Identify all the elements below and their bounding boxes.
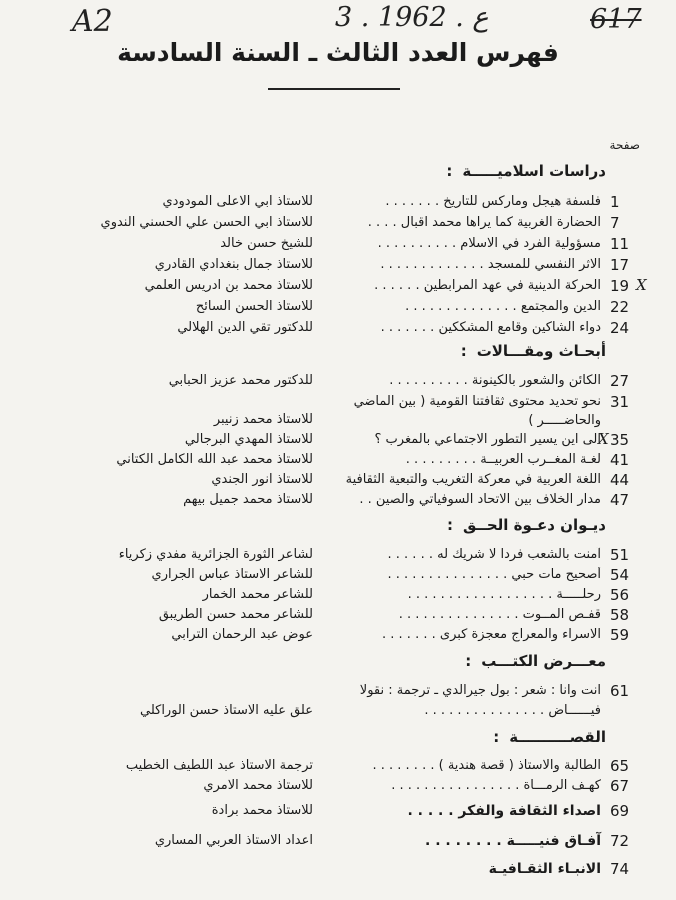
page-title: فهرس العدد الثالث ـ السنة السادسة <box>117 38 559 67</box>
entry-title: الاثر النفسي للمسجد . . . . . . . . . . . . . <box>380 257 601 272</box>
entry-author: للاستاذ محمد الامري <box>203 778 313 793</box>
entry-title: آمنت بالشعب فردا لا شريك له . . . . . . <box>387 547 601 562</box>
handwritten-date: 3 . ع . 1962 <box>335 2 489 33</box>
entry-page: 24 <box>610 319 630 337</box>
entry-author: للاستاذ ابي الحسن علي الحسني الندوي <box>100 215 313 230</box>
entry-title: الكائن والشعور بالكينونة . . . . . . . . . . <box>389 373 601 388</box>
entry-title: نحو تحديد محتوى ثقافتنا القومية ( بين الماضي <box>353 394 601 409</box>
entry-author: اعداد الاستاذ العربي المساري <box>154 833 313 848</box>
entry-page: 31 <box>610 393 630 411</box>
entry-page: 19 <box>610 277 630 295</box>
entry-title: الدين والمجتمع . . . . . . . . . . . . . . <box>405 299 601 314</box>
entry-title: الحضارة الغربية كما يراها محمد اقبال . . . . <box>367 215 601 230</box>
entry-title: الانبـاء الثقـافيـة <box>488 861 601 877</box>
handwritten-number: 617 <box>590 4 642 35</box>
entry-author: للاستاذ محمد جميل بيهم <box>183 492 313 507</box>
entry-title: فلسفة هيجل وماركس للتاريخ . . . . . . . <box>385 194 601 209</box>
entry-page: 11 <box>610 235 630 253</box>
entry-page: 65 <box>610 757 630 775</box>
entry-author: للاستاذ محمد بن ادريس العلمي <box>144 278 313 293</box>
entry-title: اللغة العربية في معركة التغريب والتبعية الثقافية <box>345 472 601 487</box>
entry-page: 72 <box>610 832 630 850</box>
entry-title: انت وانا : شعر : بول جيرالدي ـ ترجمة : نقولا <box>359 683 601 698</box>
section-heading: معـــرض الكتـــب: <box>465 652 606 670</box>
entry-author: عوض عبد الرحمان الترابي <box>171 627 313 642</box>
entry-author: للاستاذ محمد زنيبر <box>213 412 313 427</box>
entry-page: 27 <box>610 372 630 390</box>
entry-page: 7 <box>610 214 620 232</box>
entry-author: للشاعر محمد حسن الطريبق <box>158 607 313 622</box>
entry-page: 41 <box>610 451 630 469</box>
section-heading: دراسات اسلاميـــــة: <box>446 162 606 180</box>
entry-page: 58 <box>610 606 630 624</box>
entry-author: للدكتور محمد عزيز الحبابي <box>168 373 313 388</box>
entry-title: الى اين يسير التطور الاجتماعي بالمغرب ؟ <box>374 432 601 447</box>
entry-title: قفـص المــوت . . . . . . . . . . . . . . . <box>398 607 601 622</box>
entry-title: كهـف الرمـــاة . . . . . . . . . . . . . . . . <box>391 778 601 793</box>
entry-title: آفـاق فنيـــــة . . . . . . . . <box>425 833 601 849</box>
entry-author: للاستاذ محمد عبد الله الكامل الكتاني <box>116 452 313 467</box>
entry-page: 35 <box>610 431 630 449</box>
section-heading: ديـوان دعـوة الحــق: <box>447 516 606 534</box>
entry-author: علق عليه الاستاذ حسن الوراكلي <box>139 703 313 718</box>
entry-page: 47 <box>610 491 630 509</box>
page-column-label: صفحة <box>609 138 640 152</box>
entry-title: مسؤولية الفرد في الاسلام . . . . . . . . . . <box>377 236 601 251</box>
entry-author: للاستاذ المهدي البرجالي <box>184 432 313 447</box>
entry-title: دواء الشاكين وقامع المشككين . . . . . . . <box>380 320 601 335</box>
entry-page: 56 <box>610 586 630 604</box>
entry-author: للشيخ حسن خالد <box>220 236 313 251</box>
entry-author: للاستاذ ابي الاعلى المودودي <box>162 194 313 209</box>
entry-author: للشاعر محمد الخمار <box>202 587 313 602</box>
entry-author: للاستاذ محمد برادة <box>211 803 313 818</box>
section-heading: أبحـاث ومقـــالات: <box>460 342 606 360</box>
entry-author: ترجمة الاستاذ عبد اللطيف الخطيب <box>125 758 313 773</box>
entry-title: والحاضـــــر ) <box>528 413 601 428</box>
entry-title: مدار الخلاف بين الاتحاد السوفياتي والصين . . <box>359 492 601 507</box>
entry-author: للاستاذ جمال بنغدادي القادري <box>154 257 313 272</box>
entry-title: لغـة المغــرب العربيــة . . . . . . . . . <box>405 452 601 467</box>
entry-author: لشاعر الثورة الجزائرية مفدي زكرياء <box>118 547 313 562</box>
entry-page: 74 <box>610 860 630 878</box>
entry-page: 51 <box>610 546 630 564</box>
entry-title: الحركة الدينية في عهد المرابطين . . . . . . <box>374 278 601 293</box>
entry-author: للاستاذ الحسن السائح <box>195 299 313 314</box>
entry-author: للشاعر الاستاذ عباس الجراري <box>151 567 313 582</box>
entry-page: 1 <box>610 193 620 211</box>
entry-title: اصداء الثقافة والفكر . . . . . <box>407 803 601 819</box>
margin-x-mark: X <box>598 430 609 448</box>
entry-title: أصحيح مات حبي . . . . . . . . . . . . . . . <box>387 567 601 582</box>
handwritten-ref: A2 <box>72 4 113 39</box>
entry-page: 44 <box>610 471 630 489</box>
entry-page: 69 <box>610 802 630 820</box>
entry-page: 67 <box>610 777 630 795</box>
entry-author: للدكتور تقي الدين الهلالي <box>177 320 313 335</box>
entry-page: 59 <box>610 626 630 644</box>
title-underline <box>268 88 400 90</box>
entry-page: 61 <box>610 682 630 700</box>
entry-author: للاستاذ انور الجندي <box>211 472 313 487</box>
margin-x-mark: X <box>636 276 647 294</box>
section-heading: القصــــــــــة: <box>493 728 606 746</box>
entry-title: الاسراء والمعراج معجزة كبرى . . . . . . . <box>382 627 601 642</box>
entry-title: رحلـــــة . . . . . . . . . . . . . . . . . . <box>407 587 601 602</box>
entry-page: 54 <box>610 566 630 584</box>
entry-page: 17 <box>610 256 630 274</box>
entry-title: فيــــــاض . . . . . . . . . . . . . . . <box>424 703 601 718</box>
entry-title: الطالبة والاستاذ ( قصة هندية ) . . . . . . . . <box>372 758 601 773</box>
entry-page: 22 <box>610 298 630 316</box>
